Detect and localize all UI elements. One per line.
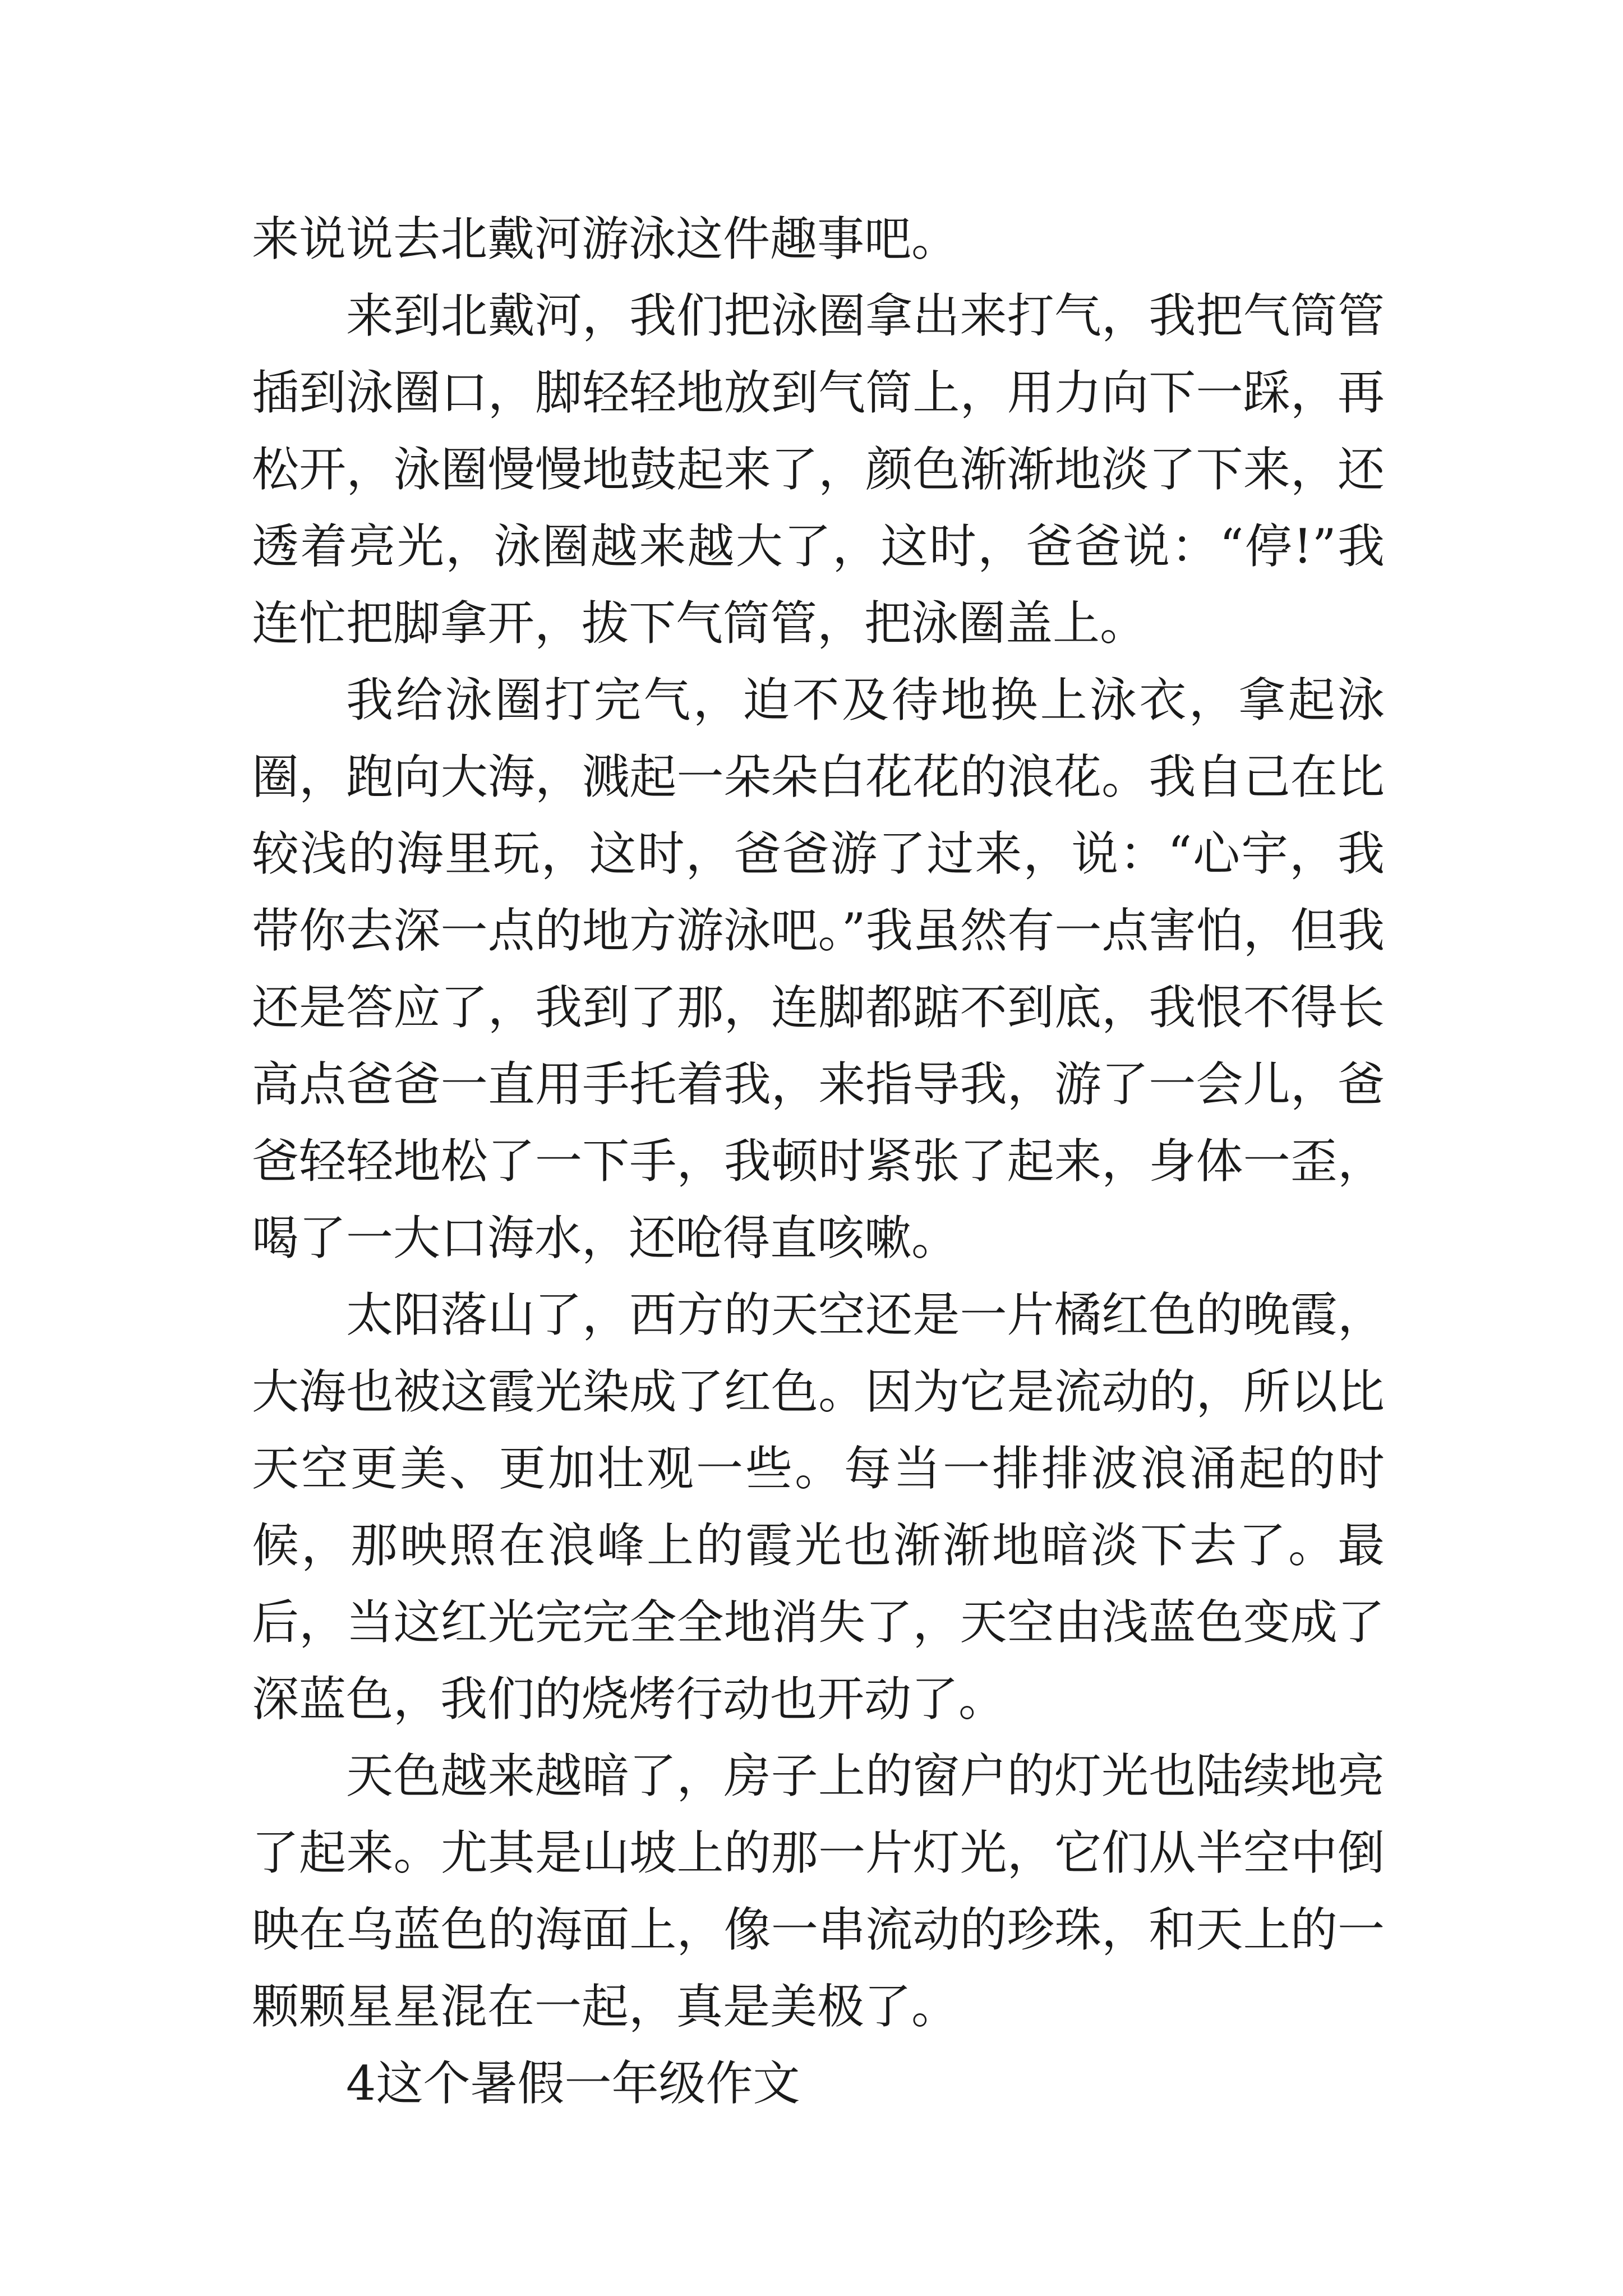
paragraph-sunset: 太阳落山了，西方的天空还是一片橘红色的晚霞，大海也被这霞光染成了红色。因为它是流动的，所以比天空更美、更加壮观一些。每当一排排波浪涌起的时候，那映照在浪峰上的霞光也渐渐地暗淡下去了。最后，当这红光完完全全地消失了，天空由浅蓝色变成了深蓝色，我们的烧烤行动也开动了。 — [252, 1287, 1385, 1727]
section-heading: 4这个暑假一年级作文 — [346, 2056, 800, 2111]
paragraph-continuation: 来说说去北戴河游泳这件趣事吧。 — [252, 211, 959, 266]
paragraph-swimming-in-sea: 我给泳圈打完气，迫不及待地换上泳衣，拿起泳圈，跑向大海，溅起一朵朵白花花的浪花。我自己在比较浅的海里玩，这时，爸爸游了过来，说：“心宇，我带你去深一点的地方游泳吧。”我虽然有一点害怕，但我还是答应了，我到了那，连脚都踮不到底，我恨不得长高点爸爸一直用手托着我，来指导我，游了一会儿，爸爸轻轻地松了一下手，我顿时紧张了起来，身体一歪，喝了一大口海水，还呛得直咳嗽。 — [252, 673, 1385, 1266]
document-body — [252, 201, 1385, 2122]
paragraph-night-lights: 天色越来越暗了，房子上的窗户的灯光也陆续地亮了起来。尤其是山坡上的那一片灯光，它们从半空中倒映在乌蓝色的海面上，像一串流动的珍珠，和天上的一颗颗星星混在一起，真是美极了。 — [252, 1749, 1385, 2034]
paragraph-inflating-swim-ring: 来到北戴河，我们把泳圈拿出来打气，我把气筒管插到泳圈口，脚轻轻地放到气筒上，用力向下一踩，再松开，泳圈慢慢地鼓起来了，颜色渐渐地淡了下来，还透着亮光，泳圈越来越大了，这时，爸爸说：“停!”我连忙把脚拿开，拔下气筒管，把泳圈盖上。 — [252, 288, 1385, 651]
